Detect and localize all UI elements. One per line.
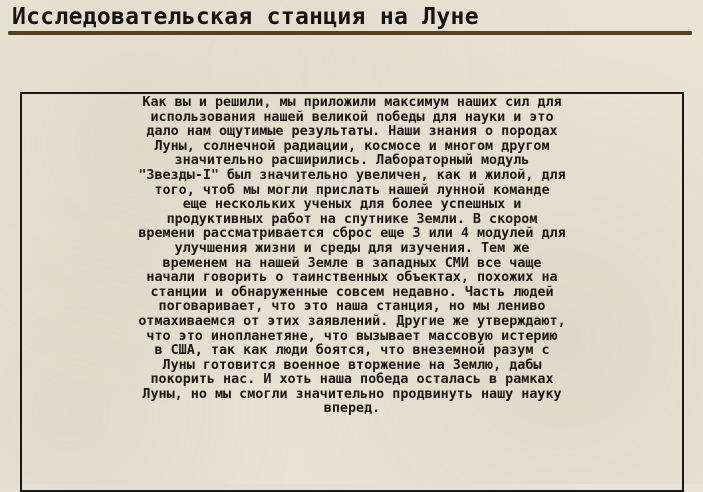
title-underline (8, 31, 692, 35)
title-bar (0, 0, 703, 40)
story-text: Как вы и решили, мы приложили максимум наших сил для использования нашей великой победы для науки и это дало нам ощутимые результаты. Наши знания о породах Луны, солнечной радиации, космосе и многом другом значительно расширились. Лабораторный модуль "Звезды-I" был значительно увеличен, как и жилой, для того, чтоб мы могли прислать нашей лунной команде еще нескольких ученых для более успешных и продуктивных работ на спутнике Земли. В скором времени рассматривается сброс еще 3 или 4 модулей для улучшения жизни и среды для изучения. Тем же временем на нашей Земле в западных СМИ все чаще начали говорить о таинственных объектах, похожих на станции и обнаруженные совсем недавно. Часть людей поговаривает, что это наша станция, но мы лениво отмахиваемся от этих заявлений. Другие же утверждают, что это инопланетяне, что вызывает массовую истерию в США, так как люди боятся, что внеземной разум с Луны готовится военное вторжение на Землю, дабы покорить нас. И хоть наша победа осталась в рамках Луны, но мы смогли значительно продвинуть нашу науку вперед. (138, 95, 566, 417)
page-title: Исследовательская станция на Луне (12, 4, 479, 30)
